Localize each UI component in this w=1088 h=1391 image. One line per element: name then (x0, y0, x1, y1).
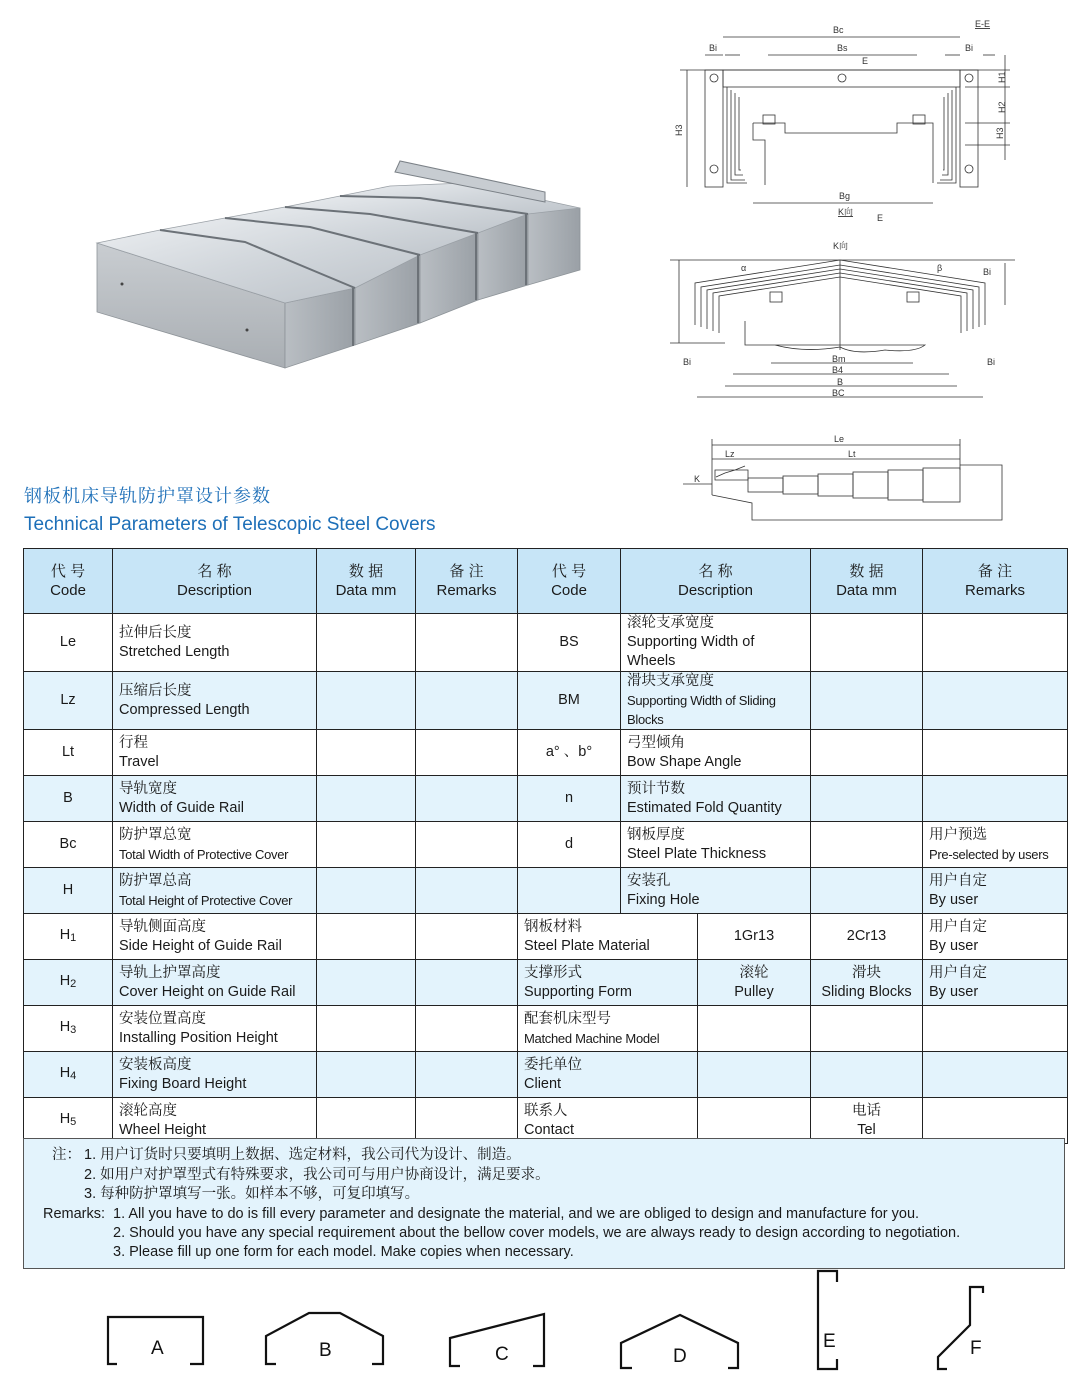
svg-text:H3: H3 (674, 124, 684, 136)
client-input[interactable] (923, 1052, 1068, 1098)
client-input[interactable] (811, 1052, 923, 1098)
page-title-en: Technical Parameters of Telescopic Steel Covers (24, 514, 436, 535)
data-input[interactable] (317, 776, 416, 822)
table-row: Le 拉伸后长度 Stretched Length BS 滚轮支承宽度 Supporting Width of Wheels (24, 614, 1068, 672)
data-input[interactable] (317, 822, 416, 868)
table-row: H2 导轨上护罩高度 Cover Height on Guide Rail 支撑形式 Supporting Form 滚轮 Pulley 滑块 Sliding Blocks 用户自定 By user (24, 960, 1068, 1006)
data-input[interactable] (317, 1006, 416, 1052)
svg-text:Bm: Bm (832, 354, 846, 364)
shape-d-icon (621, 1315, 738, 1368)
remark-input[interactable] (416, 776, 518, 822)
remarks-en-label: Remarks: (43, 1206, 106, 1222)
machine-model-input[interactable] (698, 1006, 811, 1052)
svg-text:Lz: Lz (725, 449, 735, 459)
table-row: H4 安装板高度 Fixing Board Height 委托单位 Client (24, 1052, 1068, 1098)
table-row: Lt 行程 Travel a° 、b° 弓型倾角 Bow Shape Angle (24, 730, 1068, 776)
remark-input[interactable] (416, 1052, 518, 1098)
header-description-2: 名 称 Description (621, 549, 811, 614)
data-input[interactable] (811, 672, 923, 730)
label-bc: Bc (833, 25, 844, 35)
data-input[interactable] (811, 868, 923, 914)
contact-input[interactable] (698, 1098, 811, 1144)
svg-text:K向: K向 (833, 241, 849, 251)
section-ee-drawing (665, 15, 1040, 230)
header-data: 数 据 Data mm (317, 549, 416, 614)
table-row: H5 滚轮高度 Wheel Height 联系人 Contact 电话 Tel (24, 1098, 1068, 1144)
header-data-2: 数 据 Data mm (811, 549, 923, 614)
option-1gr13[interactable]: 1Gr13 (698, 914, 811, 960)
page-title-cn: 钢板机床导轨防护罩设计参数 (24, 486, 271, 506)
remark-input[interactable] (416, 730, 518, 776)
svg-text:B: B (837, 377, 844, 387)
svg-text:Le: Le (834, 434, 845, 444)
data-input[interactable] (317, 730, 416, 776)
data-input[interactable] (811, 776, 923, 822)
data-input[interactable] (811, 822, 923, 868)
svg-text:E: E (823, 1331, 836, 1352)
header-code-2: 代 号 Code (518, 549, 621, 614)
shape-e-icon (818, 1271, 837, 1369)
table-row: Lz 压缩后长度 Compressed Length BM 滑块支承宽度 Supporting Width of Sliding Blocks (24, 672, 1068, 730)
profile-shapes (90, 1265, 1010, 1391)
side-view-drawing (680, 425, 1020, 530)
header-description: 名 称 Description (113, 549, 317, 614)
header-remarks: 备 注 Remarks (416, 549, 518, 614)
parameters-table (23, 548, 1068, 1144)
header-code: 代 号 Code (24, 549, 113, 614)
svg-text:H3: H3 (995, 127, 1005, 139)
table-row: B 导轨宽度 Width of Guide Rail n 预计节数 Estimated Fold Quantity (24, 776, 1068, 822)
svg-text:Bi: Bi (965, 43, 974, 53)
tel-input[interactable] (923, 1098, 1068, 1144)
option-sliding-blocks[interactable]: 滑块 Sliding Blocks (811, 960, 923, 1006)
svg-text:Bi: Bi (683, 357, 692, 367)
table-row: H 防护罩总高 Total Height of Protective Cover 安装孔 Fixing Hole 用户自定 By user (24, 868, 1068, 914)
tel-label: 电话 Tel (811, 1098, 923, 1144)
remark-input[interactable] (416, 914, 518, 960)
remark-input[interactable] (416, 868, 518, 914)
svg-text:H2: H2 (997, 101, 1007, 113)
svg-text:Bs: Bs (837, 43, 848, 53)
svg-text:K向: K向 (838, 207, 854, 217)
shape-b-icon (266, 1313, 383, 1364)
machine-model-input[interactable] (811, 1006, 923, 1052)
svg-text:B4: B4 (832, 365, 844, 375)
svg-text:E: E (877, 213, 884, 223)
shape-f-icon (938, 1287, 983, 1369)
svg-text:β: β (937, 263, 943, 273)
shape-c-icon (450, 1314, 544, 1366)
remark-input[interactable] (416, 1098, 518, 1144)
svg-text:E-E: E-E (975, 19, 991, 29)
svg-text:H1: H1 (997, 71, 1007, 83)
svg-text:A: A (151, 1338, 164, 1359)
remark-input[interactable] (416, 1006, 518, 1052)
shape-a-icon (108, 1317, 203, 1364)
svg-text:F: F (970, 1338, 982, 1359)
svg-text:α: α (741, 263, 747, 273)
svg-text:K: K (694, 474, 701, 484)
svg-text:C: C (495, 1344, 509, 1365)
svg-text:Bg: Bg (839, 191, 851, 201)
option-2cr13[interactable]: 2Cr13 (811, 914, 923, 960)
data-input[interactable] (317, 868, 416, 914)
data-input[interactable] (317, 614, 416, 672)
remark-input[interactable] (416, 614, 518, 672)
remark-input[interactable] (416, 960, 518, 1006)
svg-text:E: E (862, 56, 869, 66)
data-input[interactable] (811, 614, 923, 672)
data-input[interactable] (317, 1052, 416, 1098)
table-row: Bc 防护罩总宽 Total Width of Protective Cover d 钢板厚度 Steel Plate Thickness 用户预选 Pre-selected by users (24, 822, 1068, 868)
machine-model-input[interactable] (923, 1006, 1068, 1052)
svg-text:BC: BC (832, 388, 845, 398)
remarks-cn-label: 注： (52, 1147, 81, 1163)
svg-text:D: D (673, 1346, 687, 1367)
svg-text:B: B (319, 1340, 332, 1361)
data-input[interactable] (811, 730, 923, 776)
svg-text:Bi: Bi (709, 43, 718, 53)
table-row: H3 安装位置高度 Installing Position Height 配套机床型号 Matched Machine Model (24, 1006, 1068, 1052)
header-remarks-2: 备 注 Remarks (923, 549, 1068, 614)
svg-text:Lt: Lt (848, 449, 856, 459)
table-row: H1 导轨侧面高度 Side Height of Guide Rail 钢板材料 Steel Plate Material 1Gr13 2Cr13 用户自定 By user (24, 914, 1068, 960)
header-row (24, 549, 1068, 614)
data-input[interactable] (317, 960, 416, 1006)
section-k-drawing (665, 235, 1040, 410)
product-photo (85, 150, 605, 380)
svg-text:Bi: Bi (983, 267, 992, 277)
remark-input[interactable] (416, 822, 518, 868)
data-input[interactable] (317, 672, 416, 730)
remark-input[interactable] (416, 672, 518, 730)
client-input[interactable] (698, 1052, 811, 1098)
option-pulley[interactable]: 滚轮 Pulley (698, 960, 811, 1006)
svg-text:Bi: Bi (987, 357, 996, 367)
data-input[interactable] (317, 914, 416, 960)
remarks-box: 注： 1. 用户订货时只要填明上数据、选定材料，我公司代为设计、制造。 2. 如用户对护罩型式有特殊要求，我公司可与用户协商设计，满足要求。 3. 每种防护罩填写一张。如样本不够，可复印填写。 Remarks: 1. All you have to do is fill every parameter and designate the material, and we are obliged to design and manufacture for you. 2. Should you have any special requirement about the bellow cover models, we are always ready to design according to negotiation. 3. Please fill up one form for each model. Make copies when necessary. (23, 1138, 1065, 1269)
data-input[interactable] (317, 1098, 416, 1144)
